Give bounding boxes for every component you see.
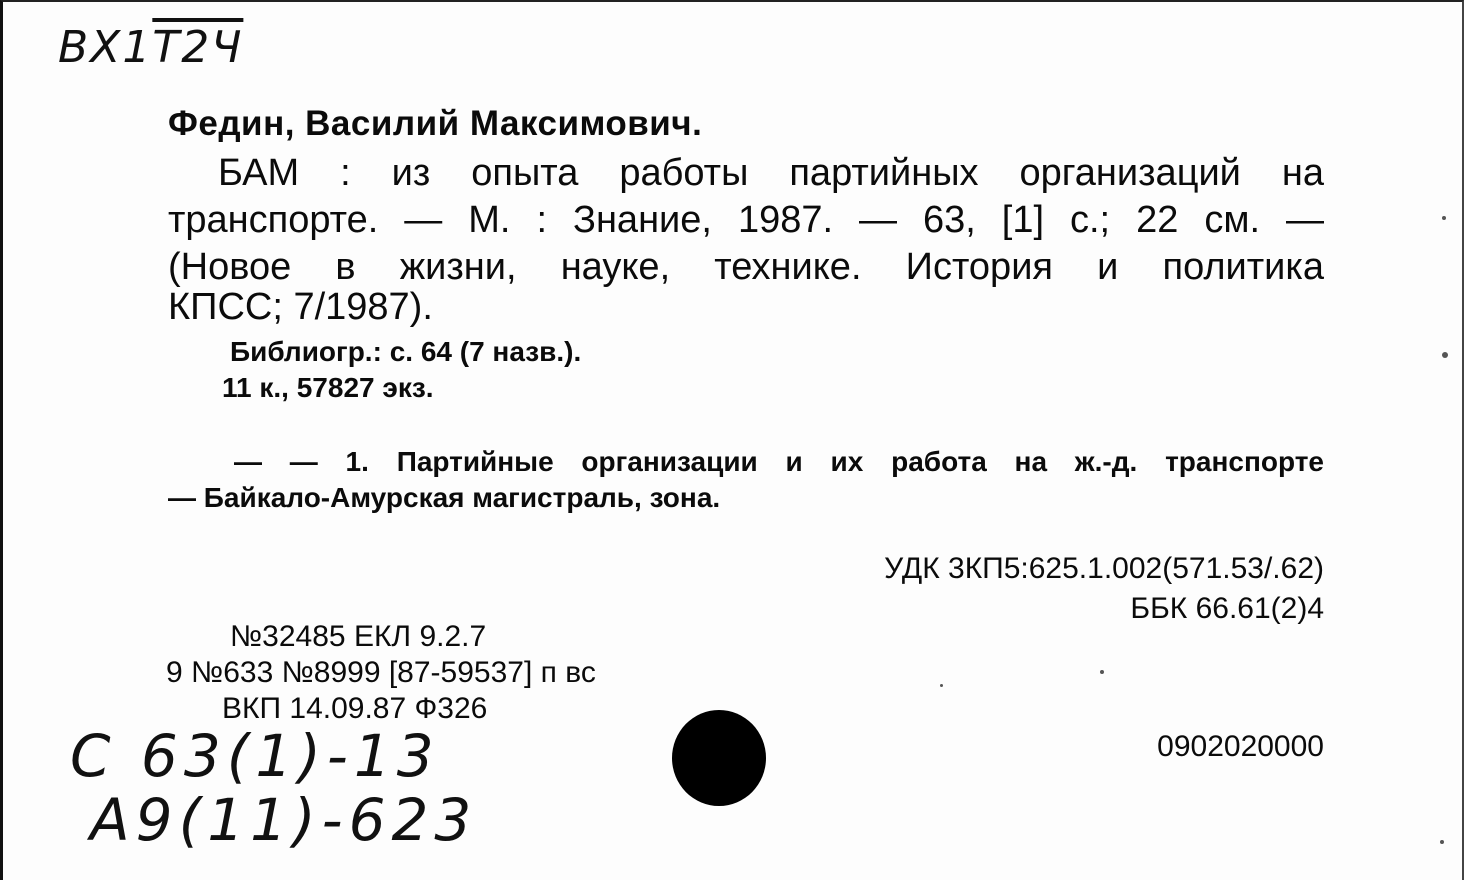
shelf-mark-code: T2Ч	[152, 22, 244, 73]
speck	[1100, 670, 1104, 674]
speck	[1442, 352, 1448, 358]
handwritten-inventory-2: А9(11)-623	[90, 786, 478, 854]
author-heading: Федин, Василий Максимович.	[168, 104, 703, 143]
speck	[1442, 216, 1446, 220]
subject-line-2: — Байкало-Амурская магистраль, зона.	[168, 482, 721, 513]
title-line-3: (Новое в жизни, науке, технике. История и политика	[168, 246, 1324, 288]
bibliography-note: Библиогр.: с. 64 (7 назв.).	[230, 336, 582, 367]
tech-line-2: 9 №633 №8999 [87-59537] п вс	[166, 656, 596, 689]
udk-code: УДК 3КП5:625.1.002(571.53/.62)	[884, 552, 1324, 585]
bbk-code: ББК 66.61(2)4	[1130, 592, 1324, 625]
shelf-mark	[58, 22, 243, 73]
handwritten-inventory-1: С 63(1)-13	[70, 722, 440, 790]
card-code: 0902020000	[1157, 730, 1324, 763]
title-line-1: БАМ : из опыта работы партийных организаций на	[218, 152, 1324, 194]
punch-hole	[672, 710, 766, 806]
print-run: 11 к., 57827 экз.	[222, 372, 434, 403]
tech-line-3: ВКП 14.09.87 Ф326	[222, 692, 488, 725]
subject-line-1: — — 1. Партийные организации и их работа на ж.-д. транспорте	[234, 446, 1324, 477]
shelf-mark-prefix: BX1	[58, 22, 153, 73]
speck	[1440, 840, 1444, 844]
tech-line-1: №32485 ЕКЛ 9.2.7	[230, 620, 487, 653]
speck	[940, 684, 943, 687]
title-line-4: КПСС; 7/1987).	[168, 286, 433, 328]
title-line-2: транспорте. — М. : Знание, 1987. — 63, [1] с.; 22 см. —	[168, 199, 1324, 241]
